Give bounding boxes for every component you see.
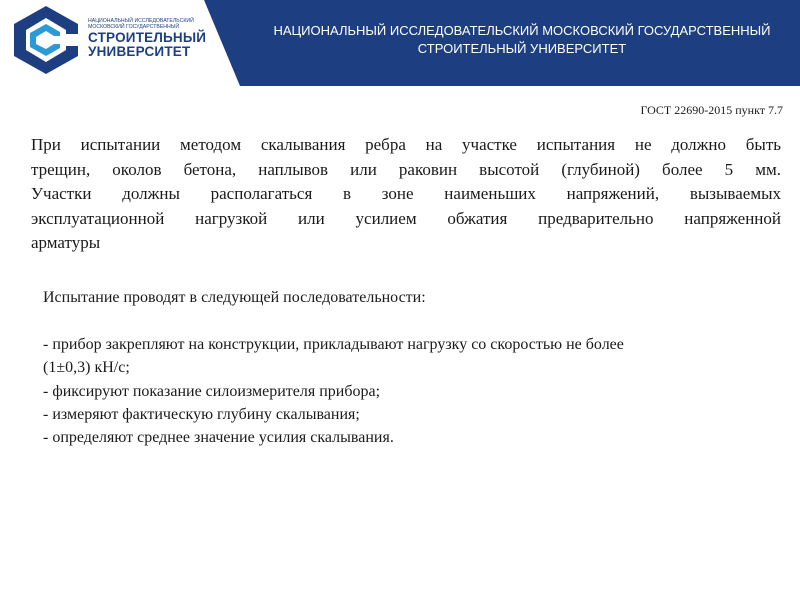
header-title: [244, 22, 800, 58]
procedure-step: (1±0,3) кН/с;: [43, 359, 130, 377]
header-title-line-2: СТРОИТЕЛЬНЫЙ УНИВЕРСИТЕТ: [417, 41, 627, 56]
paragraph-1-line: Участки должны располагаться в зоне наименьших напряжений, вызываемых: [31, 184, 781, 203]
paragraph-2: [43, 286, 783, 450]
logo-text-small-1: НАЦИОНАЛЬНЫЙ ИССЛЕДОВАТЕЛЬСКИЙ: [88, 18, 194, 24]
header-title-line-1: НАЦИОНАЛЬНЫЙ ИССЛЕДОВАТЕЛЬСКИЙ МОСКОВСКИЙ ГОСУДАРСТВЕННЫЙ: [273, 23, 771, 38]
logo-text-big-1: СТРОИТЕЛЬНЫЙ: [88, 30, 207, 45]
procedure-step: - прибор закрепляют на конструкции, прикладывают нагрузку со скоростью не более: [43, 335, 624, 353]
procedure-intro: Испытание проводят в следующей последовательности:: [43, 289, 426, 306]
paragraph-1-line: арматуры: [31, 233, 101, 252]
paragraph-1-line: эксплуатационной нагрузкой или усилием обжатия предварительно напряженной: [31, 208, 781, 228]
procedure-step: - фиксируют показание силоизмерителя прибора;: [43, 382, 381, 400]
university-logo-icon: [12, 4, 80, 76]
logo-text-small-2: МОСКОВСКИЙ ГОСУДАРСТВЕННЫЙ: [88, 24, 180, 30]
header-band-cut: [204, 0, 240, 86]
paragraph-1-line: трещин, околов бетона, наплывов или раковин высотой (глубиной) более 5 мм.: [31, 159, 781, 179]
gost-reference: ГОСТ 22690-2015 пункт 7.7: [640, 103, 783, 117]
paragraph-1-line: При испытании методом скалывания ребра на участке испытания не должно быть: [31, 135, 781, 154]
logo-text-big-2: УНИВЕРСИТЕТ: [88, 44, 191, 59]
paragraph-1: [31, 133, 781, 256]
procedure-step: - измеряют фактическую глубину скалывания;: [43, 406, 360, 424]
paragraph-gap: [43, 309, 783, 332]
procedure-step: - определяют среднее значение усилия скалывания.: [43, 429, 394, 447]
